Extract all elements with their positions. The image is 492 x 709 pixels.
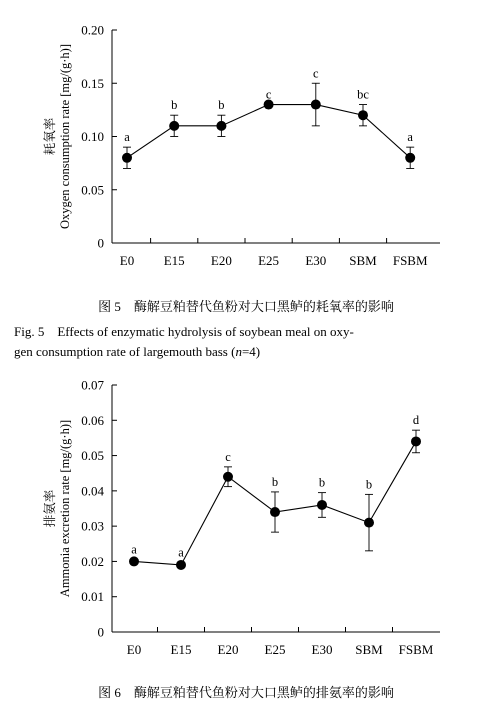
significance-label: a [178,545,184,560]
significance-label: c [265,87,272,102]
x-tick-label: E20 [217,642,239,657]
figure5-caption-en-n: n [235,344,242,359]
y-axis-title-en: Oxygen consumption rate [mg/(g·h)] [58,43,72,230]
y-tick-label: 0 [97,235,104,251]
data-point [358,110,368,120]
y-axis-title-cn: 耗氧率 [43,117,57,156]
figure5-caption-en [14,322,484,362]
figure5-caption-en-line1: Fig. 5 Effects of enzymatic hydrolysis of soybean meal on oxy- [14,324,354,339]
y-tick-label: 0.05 [81,448,104,464]
data-point [176,560,186,570]
y-axis-title [42,44,72,229]
x-tick-label: E25 [258,253,280,268]
data-point [169,121,179,131]
x-tick-label: SBM [355,642,383,657]
data-point [216,121,226,131]
y-tick-label: 0.15 [81,75,104,91]
figure5-caption-en-line2 [14,342,484,362]
y-axis-title-en: Ammonia excretion rate [mg/(g·h)] [58,419,72,598]
data-point [411,436,421,446]
y-tick-label: 0.07 [81,377,104,393]
significance-label: b [171,98,178,113]
figure5-caption-cn: 图 5 酶解豆粕替代鱼粉对大口黑鲈的耗氧率的影响 [98,299,394,314]
x-tick-label: E15 [170,642,192,657]
x-tick-label: E30 [311,642,333,657]
x-tick-label: E20 [210,253,232,268]
significance-label: bc [357,87,369,102]
significance-label: b [218,98,225,113]
data-point [270,507,280,517]
y-tick-label: 0.10 [81,129,104,144]
x-tick-label: FSBM [392,253,428,268]
y-tick-label: 0.05 [81,182,104,198]
significance-label: c [313,66,319,81]
data-point [311,100,321,110]
data-point [129,556,139,566]
significance-label: a [407,130,413,145]
significance-label: c [225,449,231,464]
x-tick-label: FSBM [398,642,434,657]
significance-label: a [131,542,137,557]
y-tick-label: 0.20 [81,22,104,38]
significance-label: b [271,474,279,489]
x-tick-label: E25 [264,642,286,657]
significance-label: d [412,413,420,428]
figure5-caption-en-pre: gen consumption rate of largemouth bass ( [14,344,236,359]
y-tick-label: 0.06 [81,412,104,428]
data-point [364,518,374,528]
x-tick-label: SBM [349,253,377,268]
series-line [127,105,410,158]
data-point [405,153,415,163]
figure6-caption-cn: 图 6 酶解豆粕替代鱼粉对大口黑鲈的排氨率的影响 [98,685,394,700]
data-point [317,500,327,510]
y-tick-label: 0.02 [81,553,104,569]
x-tick-label: E0 [126,642,142,657]
y-tick-label: 0.04 [81,483,104,499]
y-axis-title-cn: 排氨率 [43,489,57,528]
x-tick-label: E30 [305,253,327,268]
y-tick-label: 0.03 [81,518,104,534]
data-point [122,153,132,163]
chart-ammonia-excretion [42,378,440,658]
figure5-caption-en-post: =4) [241,344,261,359]
y-tick-label: 0.01 [81,589,104,605]
significance-label: a [124,130,130,145]
y-tick-label: 0 [97,624,104,640]
significance-label: b [318,475,326,490]
data-point [223,472,233,482]
x-tick-label: E0 [119,253,135,268]
y-axis-title [42,420,72,597]
significance-label: b [365,477,373,492]
chart-oxygen-consumption [42,23,440,269]
x-tick-label: E15 [163,253,185,268]
